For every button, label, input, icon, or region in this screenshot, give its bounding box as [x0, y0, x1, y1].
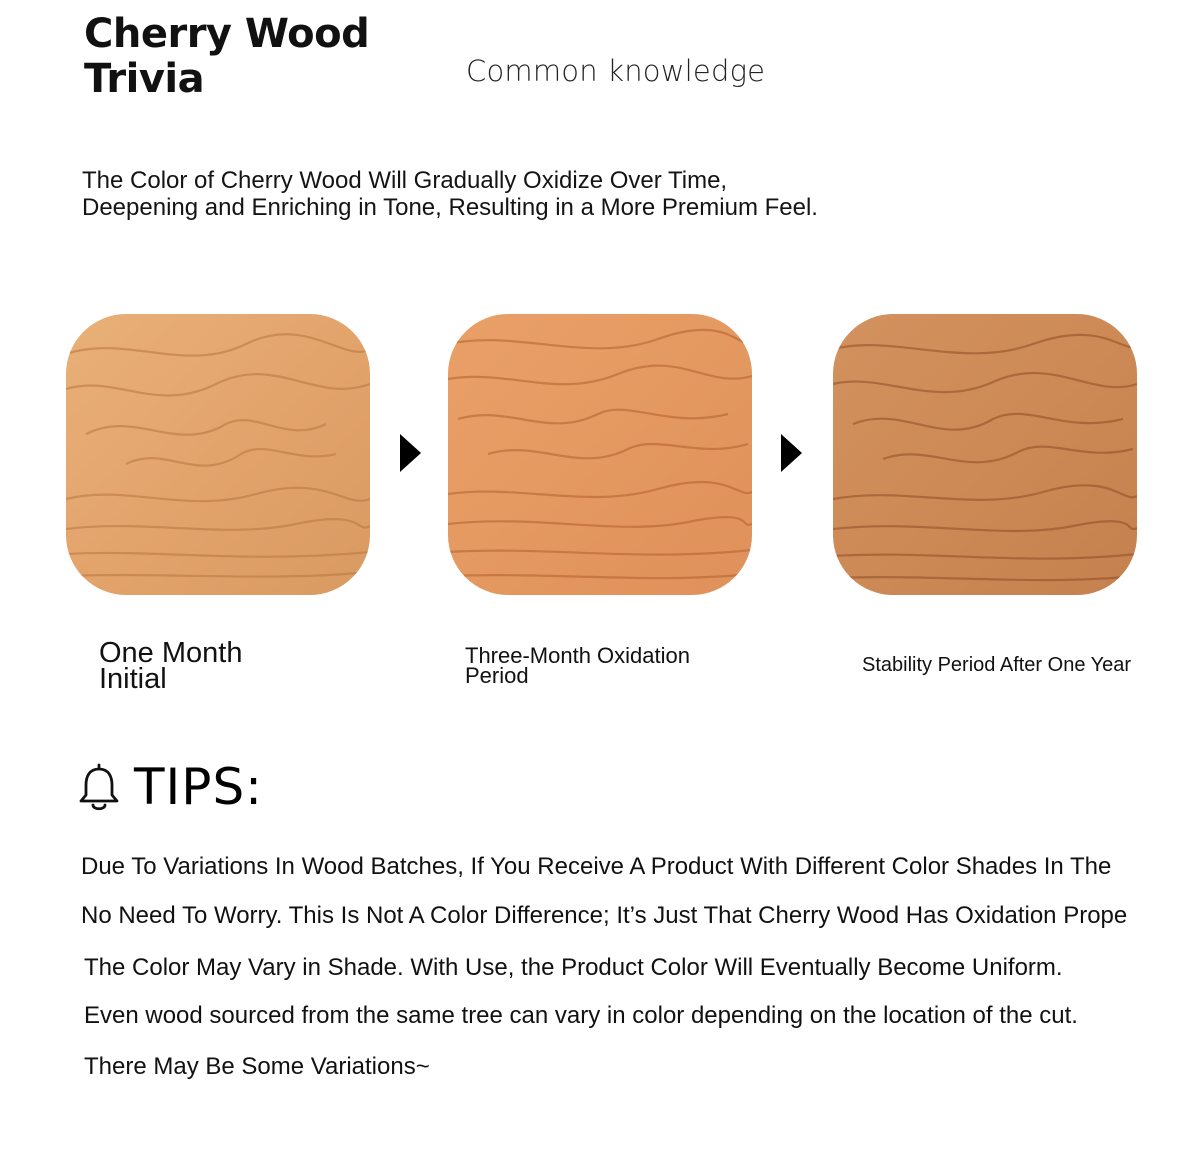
page-title: [84, 12, 369, 102]
tips-label: TIPS:: [134, 758, 264, 816]
stage-caption-line-2: Period: [465, 663, 529, 688]
tip-line-1: Due To Variations In Wood Batches, If You Receive A Product With Different Color Shades In The: [81, 853, 1112, 880]
stage-caption-three-month: [465, 643, 690, 688]
tip-line-4: Even wood sourced from the same tree can vary in color depending on the location of the cut.: [84, 1002, 1078, 1029]
tip-line-3: The Color May Vary in Shade. With Use, the Product Color Will Eventually Become Uniform.: [84, 954, 1063, 981]
arrow-right-icon: [781, 434, 802, 472]
stage-caption-line-1: One Month: [99, 637, 243, 669]
bell-icon: [78, 761, 120, 813]
intro-line-1: The Color of Cherry Wood Will Gradually Oxidize Over Time,: [82, 167, 728, 194]
title-line-1: Cherry Wood: [84, 11, 370, 57]
tip-line-5: There May Be Some Variations~: [84, 1053, 430, 1080]
tip-line-2: No Need To Worry. This Is Not A Color Difference; It’s Just That Cherry Wood Has Oxidation Prope: [81, 902, 1128, 929]
wood-swatch-three-month: [448, 314, 752, 595]
stage-caption-line-1: Stability Period After One Year: [862, 654, 1132, 676]
arrow-right-icon: [400, 434, 421, 472]
stage-caption-line-2: Initial: [99, 663, 167, 695]
title-line-2: Trivia: [84, 56, 205, 102]
intro-text: [82, 167, 818, 221]
stage-caption-one-year: [862, 654, 1131, 676]
intro-line-2: Deepening and Enriching in Tone, Resulting in a More Premium Feel.: [82, 194, 818, 221]
wood-swatch-one-year: [833, 314, 1137, 595]
stage-caption-line-1: Three-Month Oxidation: [465, 643, 690, 668]
page-subtitle: Common knowledge: [466, 54, 766, 88]
stage-caption-one-month: [99, 637, 243, 695]
tips-heading: [78, 758, 263, 816]
wood-swatch-one-month: [66, 314, 370, 595]
